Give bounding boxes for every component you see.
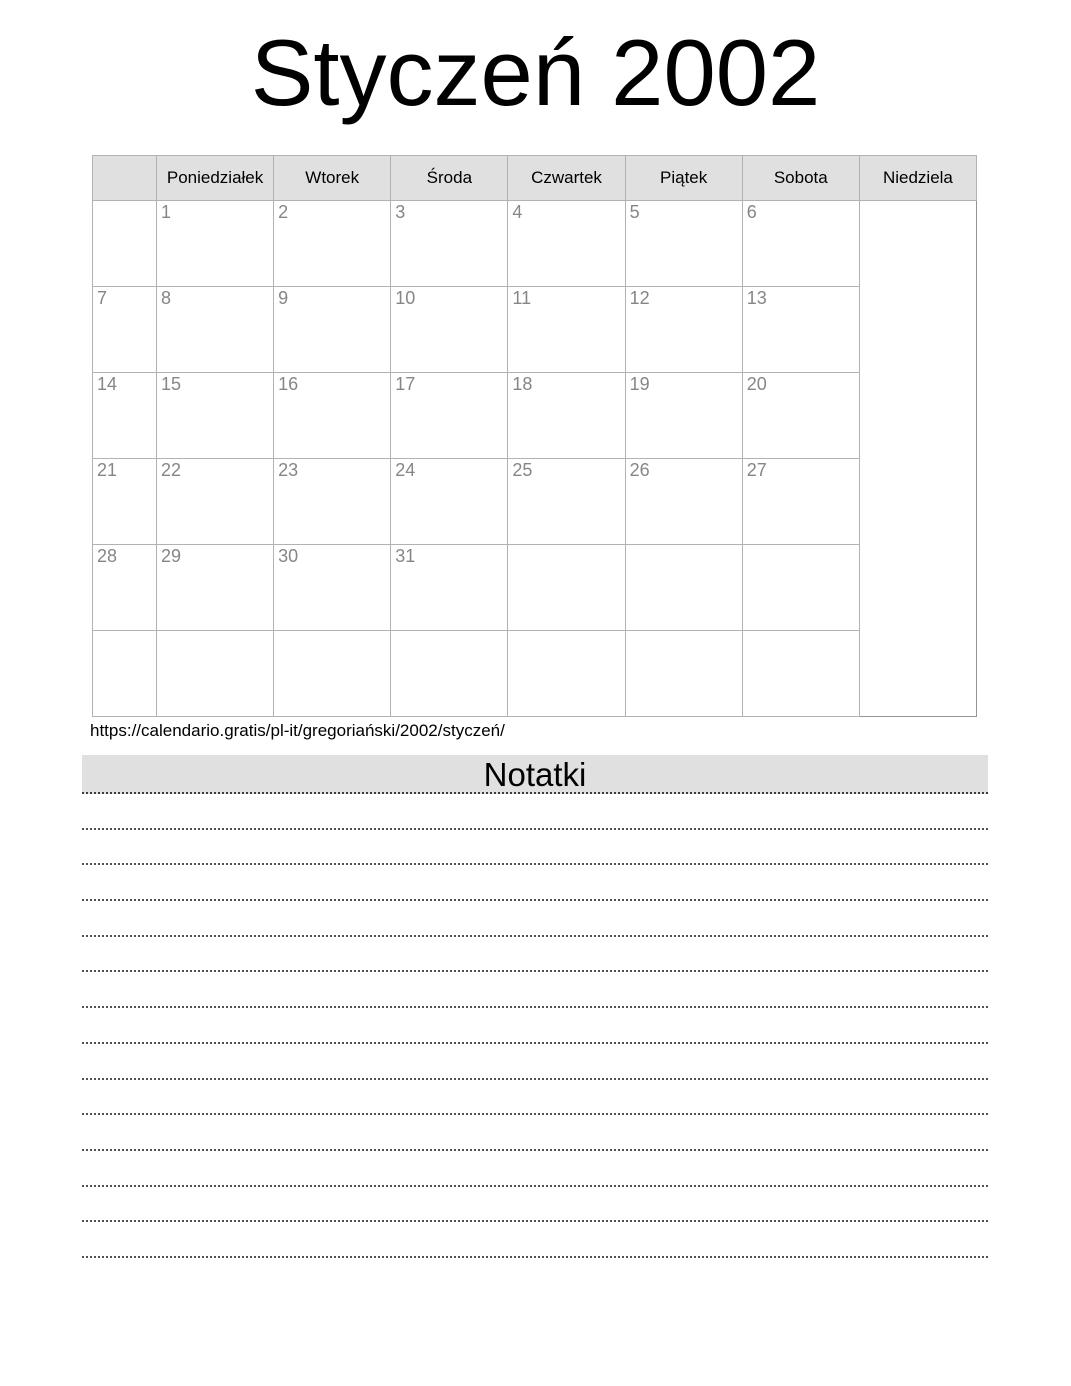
day-cell: 7 bbox=[93, 287, 157, 373]
day-cell: 23 bbox=[274, 459, 391, 545]
day-cell bbox=[391, 631, 508, 717]
day-cell: 31 bbox=[391, 545, 508, 631]
day-cell: 9 bbox=[274, 287, 391, 373]
day-cell: 21 bbox=[93, 459, 157, 545]
weekday-header-row bbox=[93, 156, 977, 201]
day-cell: 20 bbox=[742, 373, 859, 459]
note-line bbox=[82, 901, 988, 937]
day-cell: 11 bbox=[508, 287, 625, 373]
day-cell: 14 bbox=[93, 373, 157, 459]
day-cell: 2 bbox=[274, 201, 391, 287]
week-row bbox=[93, 545, 977, 631]
week-row bbox=[93, 631, 977, 717]
day-cell bbox=[93, 201, 157, 287]
note-line bbox=[82, 1080, 988, 1116]
week-row bbox=[93, 459, 977, 545]
day-cell: 1 bbox=[157, 201, 274, 287]
day-cell: 28 bbox=[93, 545, 157, 631]
day-cell: 13 bbox=[742, 287, 859, 373]
day-cell: 16 bbox=[274, 373, 391, 459]
weekday-header: Sobota bbox=[742, 156, 859, 201]
day-cell: 5 bbox=[625, 201, 742, 287]
weekday-header: Poniedziałek bbox=[157, 156, 274, 201]
day-cell: 6 bbox=[742, 201, 859, 287]
day-cell bbox=[742, 631, 859, 717]
note-line bbox=[82, 1151, 988, 1187]
day-cell: 17 bbox=[391, 373, 508, 459]
weekday-header: Wtorek bbox=[274, 156, 391, 201]
day-cell bbox=[274, 631, 391, 717]
day-cell: 30 bbox=[274, 545, 391, 631]
note-line bbox=[82, 937, 988, 973]
note-line bbox=[82, 830, 988, 866]
day-cell bbox=[625, 631, 742, 717]
note-line bbox=[82, 1222, 988, 1258]
source-url: https://calendario.gratis/pl-it/gregoriański/2002/styczeń/ bbox=[90, 721, 505, 740]
day-cell: 19 bbox=[625, 373, 742, 459]
note-line bbox=[82, 865, 988, 901]
notes-title: Notatki bbox=[82, 755, 988, 794]
page-title: Styczeń 2002 bbox=[250, 20, 821, 125]
note-line bbox=[82, 1008, 988, 1044]
day-cell: 10 bbox=[391, 287, 508, 373]
weekday-header: Niedziela bbox=[859, 156, 976, 201]
day-cell bbox=[742, 545, 859, 631]
day-cell: 27 bbox=[742, 459, 859, 545]
calendar-body bbox=[93, 201, 977, 717]
day-cell: 18 bbox=[508, 373, 625, 459]
note-line bbox=[82, 972, 988, 1008]
weekday-header: Piątek bbox=[625, 156, 742, 201]
day-cell: 8 bbox=[157, 287, 274, 373]
day-cell bbox=[625, 545, 742, 631]
week-row bbox=[93, 287, 977, 373]
day-cell bbox=[508, 545, 625, 631]
notes-section bbox=[82, 755, 988, 1258]
day-cell bbox=[157, 631, 274, 717]
day-cell: 25 bbox=[508, 459, 625, 545]
week-row bbox=[93, 201, 977, 287]
day-cell: 29 bbox=[157, 545, 274, 631]
weekday-header: Środa bbox=[391, 156, 508, 201]
day-cell: 3 bbox=[391, 201, 508, 287]
calendar-table bbox=[92, 155, 977, 717]
day-cell: 26 bbox=[625, 459, 742, 545]
day-cell: 15 bbox=[157, 373, 274, 459]
gutter-column bbox=[93, 156, 157, 201]
weekday-header: Czwartek bbox=[508, 156, 625, 201]
day-cell: 24 bbox=[391, 459, 508, 545]
note-line bbox=[82, 794, 988, 830]
day-cell bbox=[508, 631, 625, 717]
day-cell: 4 bbox=[508, 201, 625, 287]
week-row bbox=[93, 373, 977, 459]
day-cell: 12 bbox=[625, 287, 742, 373]
day-cell: 22 bbox=[157, 459, 274, 545]
notes-lines bbox=[82, 794, 988, 1258]
day-cell bbox=[93, 631, 157, 717]
note-line bbox=[82, 1187, 988, 1223]
note-line bbox=[82, 1044, 988, 1080]
note-line bbox=[82, 1115, 988, 1151]
